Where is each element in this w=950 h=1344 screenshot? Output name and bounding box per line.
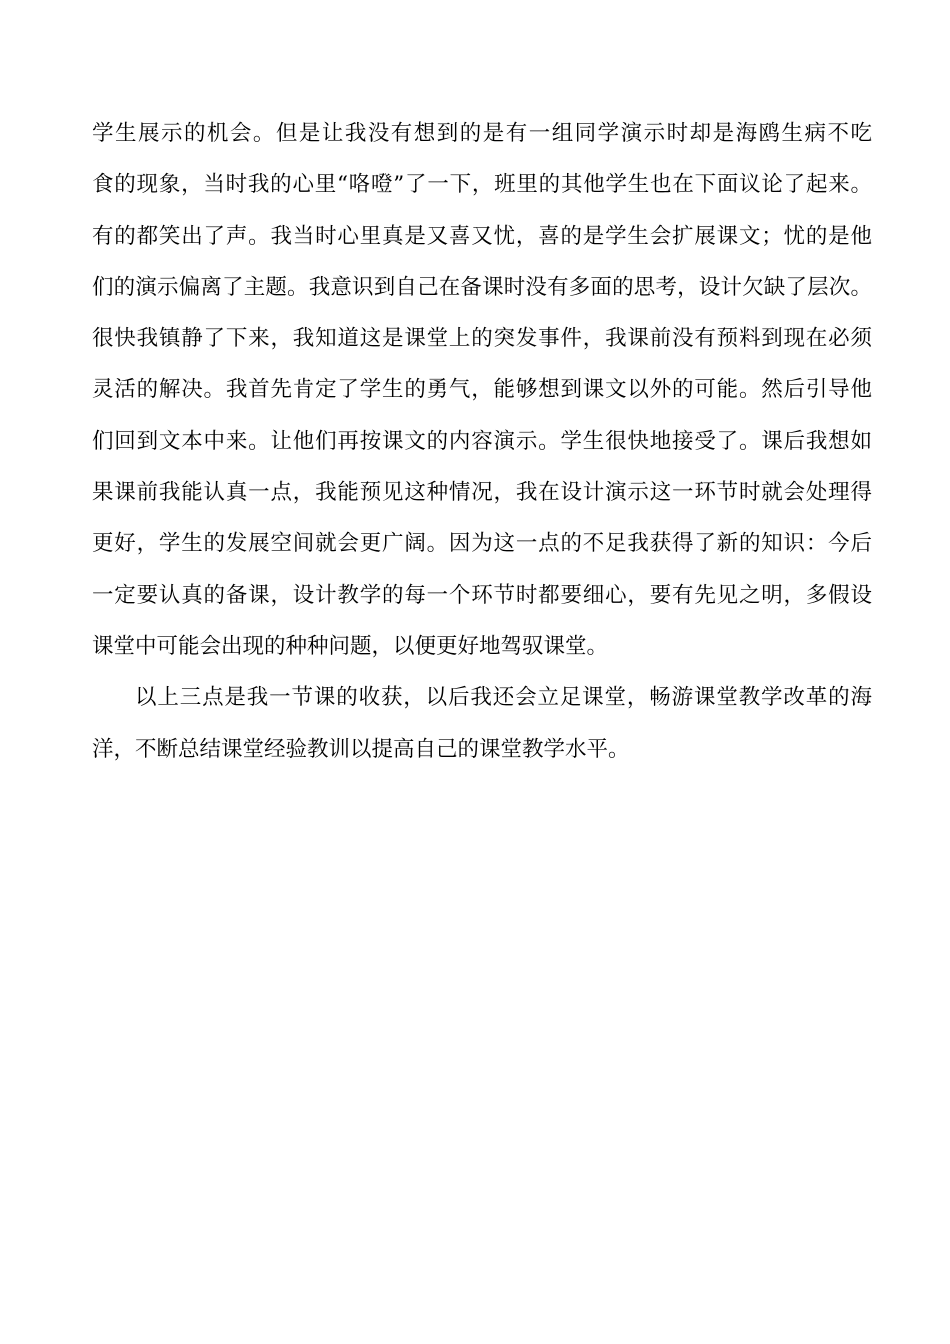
text-line: 课堂中可能会出现的种种问题，以便更好地驾驭课堂。 xyxy=(92,633,609,659)
text-line: 更好，学生的发展空间就会更广阔。因为这一点的不足我获得了新的知识：今后 xyxy=(92,531,872,557)
text-line: 有的都笑出了声。我当时心里真是又喜又忧，喜的是学生会扩展课文；忧的是他 xyxy=(92,223,872,249)
paragraph-2 xyxy=(92,672,872,775)
text-line: 很快我镇静了下来，我知道这是课堂上的突发事件，我课前没有预料到现在必须 xyxy=(92,326,872,352)
text-line: 以上三点是我一节课的收获，以后我还会立足课堂，畅游课堂教学改革的海 xyxy=(135,685,872,711)
text-line: 们的演示偏离了主题。我意识到自己在备课时没有多面的思考，设计欠缺了层次。 xyxy=(92,274,872,300)
text-line: 灵活的解决。我首先肯定了学生的勇气，能够想到课文以外的可能。然后引导他 xyxy=(92,377,872,403)
text-line: 们回到文本中来。让他们再按课文的内容演示。学生很快地接受了。课后我想如 xyxy=(92,428,872,454)
text-line: 学生展示的机会。但是让我没有想到的是有一组同学演示时却是海鸥生病不吃 xyxy=(92,121,872,146)
text-line: 洋，不断总结课堂经验教训以提高自己的课堂教学水平。 xyxy=(92,736,630,762)
text-line: 果课前我能认真一点，我能预见这种情况，我在设计演示这一环节时就会处理得 xyxy=(92,480,872,506)
text-line: 食的现象，当时我的心里“咯噔”了一下，班里的其他学生也在下面议论了起来。 xyxy=(92,172,872,198)
text-line: 一定要认真的备课，设计教学的每一个环节时都要细心，要有先见之明，多假设 xyxy=(92,582,872,608)
paragraph-1 xyxy=(92,108,872,672)
document-body xyxy=(92,108,872,775)
